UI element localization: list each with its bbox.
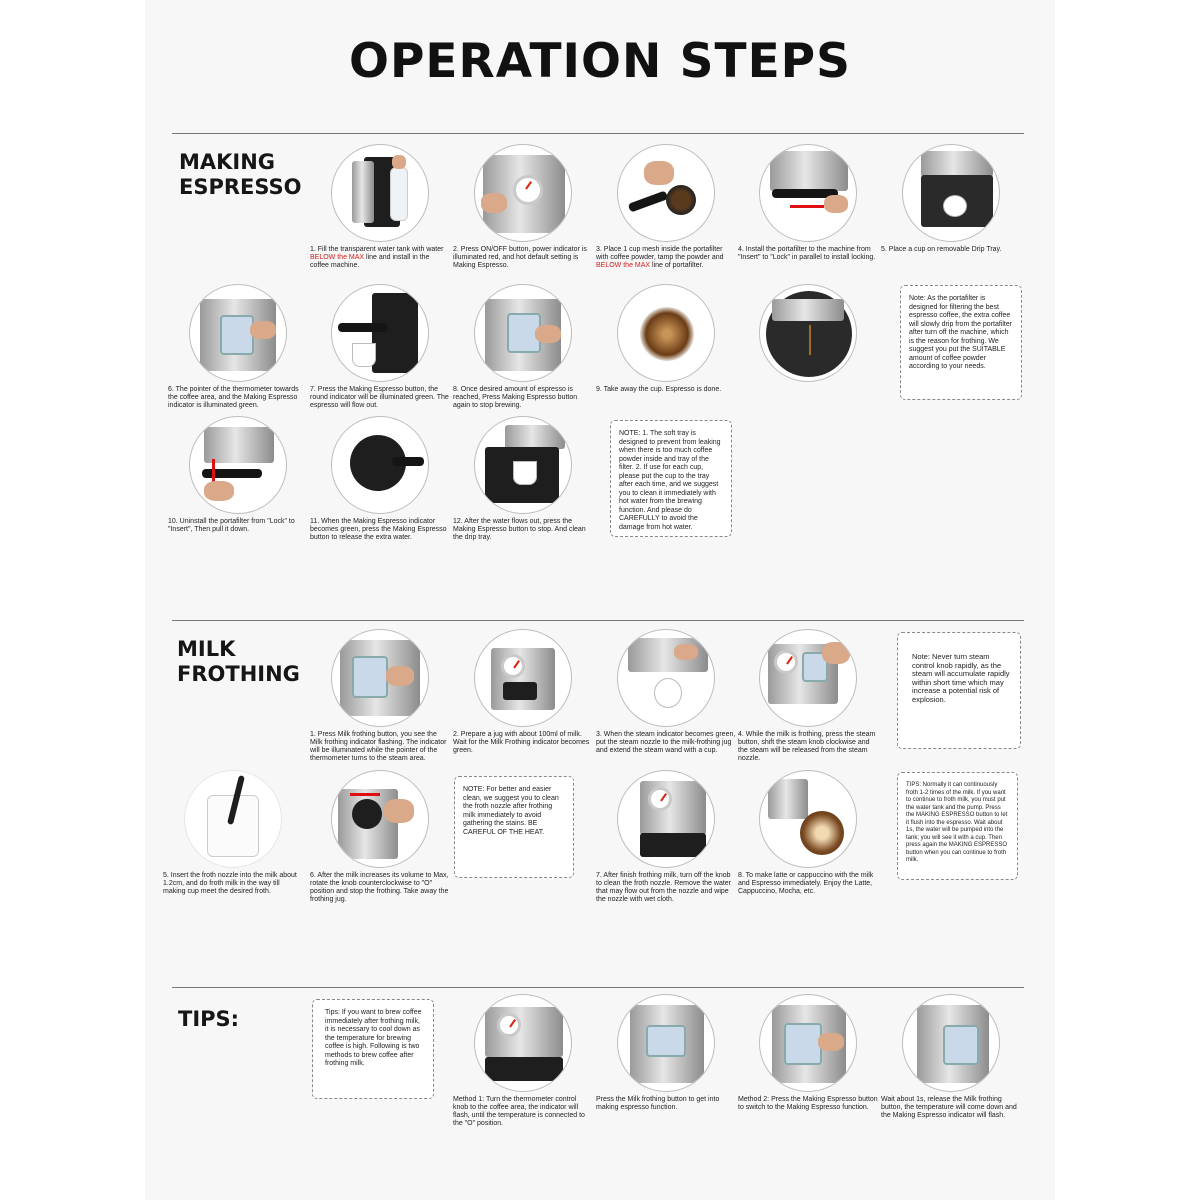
- step-caption: 5. Place a cup on removable Drip Tray.: [881, 246, 1002, 253]
- espresso-step-3: [596, 144, 736, 270]
- step-image-place-cup: [902, 144, 1000, 242]
- milk-note-steam-knob: Note: Never turn steam control knob rapidly, as the steam will accumulate rapidly within short time which may increase a potential risk of explosion.: [897, 632, 1021, 749]
- milk-note-clean-nozzle: NOTE: For better and easier clean, we suggest you to clean the froth nozzle after frothing milk immediately to avoid gathering the stains. BE CAREFUL OF THE HEAT.: [454, 776, 574, 878]
- section-divider: [172, 133, 1024, 134]
- step-image-uninstall-portafilter: [189, 416, 287, 514]
- step-caption: Method 2: Press the Making Espresso button to switch to the Making Espresso function.: [738, 1096, 878, 1111]
- step-caption: 12. After the water flows out, press the Making Espresso button to stop. And clean the drip tray.: [453, 518, 586, 541]
- milk-step-6: [310, 770, 450, 904]
- section-heading-tips: TIPS:: [178, 1007, 240, 1031]
- milk-step-1: [310, 629, 450, 763]
- step-caption: Press the Milk frothing button to get into making espresso function.: [596, 1096, 720, 1111]
- step-image-stop-brewing: [474, 284, 572, 382]
- milk-note-continue-frothing: TIPS: Normally it can continuously froth 1-2 times of the milk. If you want to continue to froth milk, you must put the water tank and the pump. Press the MAKING ESPRESSO button to let it flush into the espresso. Wait about 1s, the water will be pumped into the tank; you will see it with a cup. Then press again the MAKING ESPRESSO button when you can continue to froth milk.: [897, 772, 1018, 880]
- step-caption: 6. After the milk increases its volume to Max, rotate the knob counterclockwise to "O" position and stop the frothing. Take away the frothing jug.: [310, 872, 449, 903]
- espresso-step-10: [168, 416, 308, 534]
- step-image-milk-frothing-button: [331, 629, 429, 727]
- step-image-espresso-cup: [617, 284, 715, 382]
- step-image-latte-art: [759, 770, 857, 868]
- step-image-brewing-espresso: [331, 284, 429, 382]
- espresso-note-portafilter: Note: As the portafilter is designed for filtering the best espresso coffee, the extra coffee will slowly drip from the portafilter after turn off the machine, which is the reason for frothing. We suggest you put the SUITABLE amount of coffee powder according to your needs.: [900, 285, 1022, 400]
- milk-step-2: [453, 629, 593, 755]
- step-image-method-2: [759, 994, 857, 1092]
- step-image-portafilter-powder: [617, 144, 715, 242]
- step-image-clean-drip-tray: [474, 416, 572, 514]
- step-caption: Wait about 1s, release the Milk frothing button, the temperature will come down and the Making Espresso indicator will flash.: [881, 1096, 1017, 1119]
- milk-step-5: [163, 770, 303, 896]
- espresso-step-6: [168, 284, 308, 410]
- step-image-froth-jug: [184, 770, 282, 868]
- step-image-prepare-jug: [474, 629, 572, 727]
- step-caption: 8. Once desired amount of espresso is reached, Press Making Espresso button again to stop brewing.: [453, 386, 578, 409]
- step-caption: 2. Press ON/OFF button, power indicator is illuminated red, and hot default setting is Making Espresso.: [453, 246, 587, 269]
- espresso-step-4: [738, 144, 878, 262]
- step-caption: 10. Uninstall the portafilter from "Lock" to "Insert", Then pull it down.: [168, 518, 295, 533]
- milk-step-7: [596, 770, 736, 904]
- tips-step-4: [881, 994, 1021, 1120]
- step-caption: 5. Insert the froth nozzle into the milk about 1.2cm, and do froth milk in the way till making cup meet the desired froth.: [163, 872, 297, 895]
- section-heading-espresso: MAKING ESPRESSO: [179, 150, 302, 199]
- milk-step-8: [738, 770, 878, 896]
- espresso-step-12: [453, 416, 593, 542]
- espresso-step-5: [881, 144, 1021, 254]
- espresso-step-1: [310, 144, 450, 270]
- espresso-step-dripping: [738, 284, 878, 382]
- step-caption: 4. While the milk is frothing, press the steam button, shift the steam knob clockwise and the steam will be released from the steam nozzle.: [738, 731, 876, 762]
- step-caption: 1. Fill the transparent water tank with water BELOW the MAX line and install in the coffee machine.: [310, 246, 444, 269]
- step-image-release-button: [902, 994, 1000, 1092]
- step-caption: 8. To make latte or cappuccino with the milk and Espresso immediately. Enjoy the Latte, Cappuccino, Mocha, etc.: [738, 872, 874, 895]
- step-caption: 3. When the steam indicator becomes green, put the steam nozzle to the milk-frothing jug and extend the steam wand with a cup.: [596, 731, 736, 754]
- step-caption: 3. Place 1 cup mesh inside the portafilter with coffee powder, tamp the powder and BELOW the MAX line of portafilter.: [596, 246, 724, 269]
- tips-note-brew-after-frothing: Tips: If you want to brew coffee immediately after frothing milk, it is necessary to cool down as the temperature for brewing coffee is high. Following is two methods to brew coffee after frothing milk.: [312, 999, 434, 1099]
- milk-step-4: [738, 629, 878, 763]
- step-caption: 4. Install the portafilter to the machine from "Insert" to "Lock" in parallel to install locking.: [738, 246, 876, 261]
- step-caption: 7. After finish frothing milk, turn off the knob to clean the froth nozzle. Remove the water that may flow out from the nozzle and wipe the nozzle with wet cloth.: [596, 872, 732, 903]
- section-divider: [172, 987, 1024, 988]
- step-image-turn-steam-knob: [759, 629, 857, 727]
- milk-step-3: [596, 629, 736, 755]
- step-caption: 1. Press Milk frothing button, you see the Milk frothing indicator flashing. The indicator will be illuminated while the pointer of the thermometer turns to the steam area.: [310, 731, 447, 762]
- step-image-steam-nozzle-cup: [617, 629, 715, 727]
- step-caption: 7. Press the Making Espresso button, the round indicator will be illuminated green. The espresso will flow out.: [310, 386, 449, 409]
- section-divider: [172, 620, 1024, 621]
- step-image-wipe-nozzle: [617, 770, 715, 868]
- tips-step-2: [596, 994, 736, 1112]
- espresso-step-9: [596, 284, 736, 394]
- step-image-power-button: [474, 144, 572, 242]
- step-image-rotate-knob: [331, 770, 429, 868]
- page-title: OPERATION STEPS: [349, 34, 851, 89]
- espresso-step-7: [310, 284, 450, 410]
- step-caption: 9. Take away the cup. Espresso is done.: [596, 386, 722, 393]
- espresso-step-2: [453, 144, 593, 270]
- step-caption: 6. The pointer of the thermometer towards the coffee area, and the Making Espresso indicator is illuminated green.: [168, 386, 299, 409]
- step-image-release-water: [331, 416, 429, 514]
- espresso-step-8: [453, 284, 593, 410]
- tips-step-3: [738, 994, 878, 1112]
- tips-step-1: [453, 994, 593, 1128]
- step-caption: Method 1: Turn the thermometer control knob to the coffee area, the indicator will flash, until the temperature is connected to the "O" position.: [453, 1096, 585, 1127]
- step-image-thermometer-coffee: [189, 284, 287, 382]
- step-image-milk-frothing-button: [617, 994, 715, 1092]
- step-image-portafilter-dripping: [759, 284, 857, 382]
- espresso-note-drip-tray: NOTE: 1. The soft tray is designed to prevent from leaking when there is too much coffee powder inside and tray of the filter. 2. If use for each cup, please put the cup to the tray after each time, and we suggest you to clean it immediately with hot water from the brewing function. And please do CAREFULLY to avoid the damage from hot water.: [610, 420, 732, 537]
- step-image-fill-water-tank: [331, 144, 429, 242]
- section-heading-milk-frothing: MILK FROTHING: [177, 637, 300, 686]
- step-caption: 2. Prepare a jug with about 100ml of milk. Wait for the Milk Frothing indicator becomes green.: [453, 731, 590, 754]
- step-image-install-portafilter: [759, 144, 857, 242]
- espresso-step-11: [310, 416, 450, 542]
- step-image-method-1: [474, 994, 572, 1092]
- step-caption: 11. When the Making Espresso indicator becomes green, press the Making Espresso button to release the extra water.: [310, 518, 447, 541]
